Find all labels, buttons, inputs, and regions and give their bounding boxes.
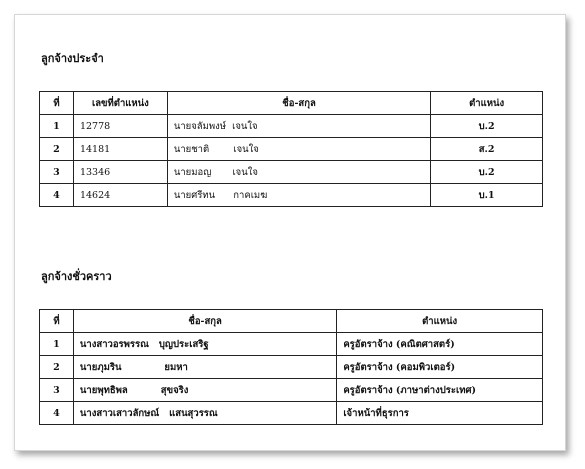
row-name: นายศรีทน กาคเมฆ: [167, 184, 430, 207]
permanent-table: [39, 91, 543, 207]
row-name: นางสาวเสาวลักษณ์ แสนสุวรรณ: [73, 402, 336, 425]
row-position: บ.2: [431, 115, 543, 138]
header-position-code: เลขที่ตำแหน่ง: [73, 92, 167, 115]
temporary-heading: ลูกจ้างชั่วคราว: [41, 270, 112, 283]
row-no: 3: [40, 379, 74, 402]
table-row: [40, 138, 543, 161]
row-name: นายภุมริน ยมหา: [73, 356, 336, 379]
row-no: 2: [40, 356, 74, 379]
header-name: ชื่อ-สกุล: [167, 92, 430, 115]
row-no: 4: [40, 402, 74, 425]
row-position: ส.2: [431, 138, 543, 161]
row-code: 13346: [73, 161, 167, 184]
header-position: ตำแหน่ง: [337, 310, 543, 333]
row-name: นายพุทธิพล สุขจริง: [73, 379, 336, 402]
table-row: [40, 161, 543, 184]
row-position: เจ้าหน้าที่ธุรการ: [337, 402, 543, 425]
row-code: 12778: [73, 115, 167, 138]
row-name: นางสาวอรพรรณ บุญประเสริฐ: [73, 333, 336, 356]
permanent-heading: ลูกจ้างประจำ: [41, 52, 104, 65]
row-position: ครูอัตราจ้าง (ภาษาต่างประเทศ): [337, 379, 543, 402]
table-row: [40, 184, 543, 207]
table-row: [40, 356, 543, 379]
table-row: [40, 333, 543, 356]
header-name: ชื่อ-สกุล: [73, 310, 336, 333]
row-no: 2: [40, 138, 74, 161]
row-no: 4: [40, 184, 74, 207]
row-position: ครูอัตราจ้าง (คณิตศาสตร์): [337, 333, 543, 356]
row-code: 14181: [73, 138, 167, 161]
table-row: [40, 402, 543, 425]
row-code: 14624: [73, 184, 167, 207]
row-name: นายมอญ เจนใจ: [167, 161, 430, 184]
row-position: ครูอัตราจ้าง (คอมพิวเตอร์): [337, 356, 543, 379]
temporary-table: [39, 309, 543, 425]
table-header-row: [40, 92, 543, 115]
table-row: [40, 115, 543, 138]
table-row: [40, 379, 543, 402]
header-position: ตำแหน่ง: [431, 92, 543, 115]
header-no: ที่: [40, 310, 74, 333]
table-header-row: [40, 310, 543, 333]
document-page: [14, 14, 566, 451]
row-position: บ.1: [431, 184, 543, 207]
row-name: นายชาติ เจนใจ: [167, 138, 430, 161]
header-no: ที่: [40, 92, 74, 115]
row-name: นายจลัมพงษ์ เจนใจ: [167, 115, 430, 138]
row-no: 1: [40, 333, 74, 356]
row-no: 3: [40, 161, 74, 184]
row-no: 1: [40, 115, 74, 138]
row-position: บ.2: [431, 161, 543, 184]
